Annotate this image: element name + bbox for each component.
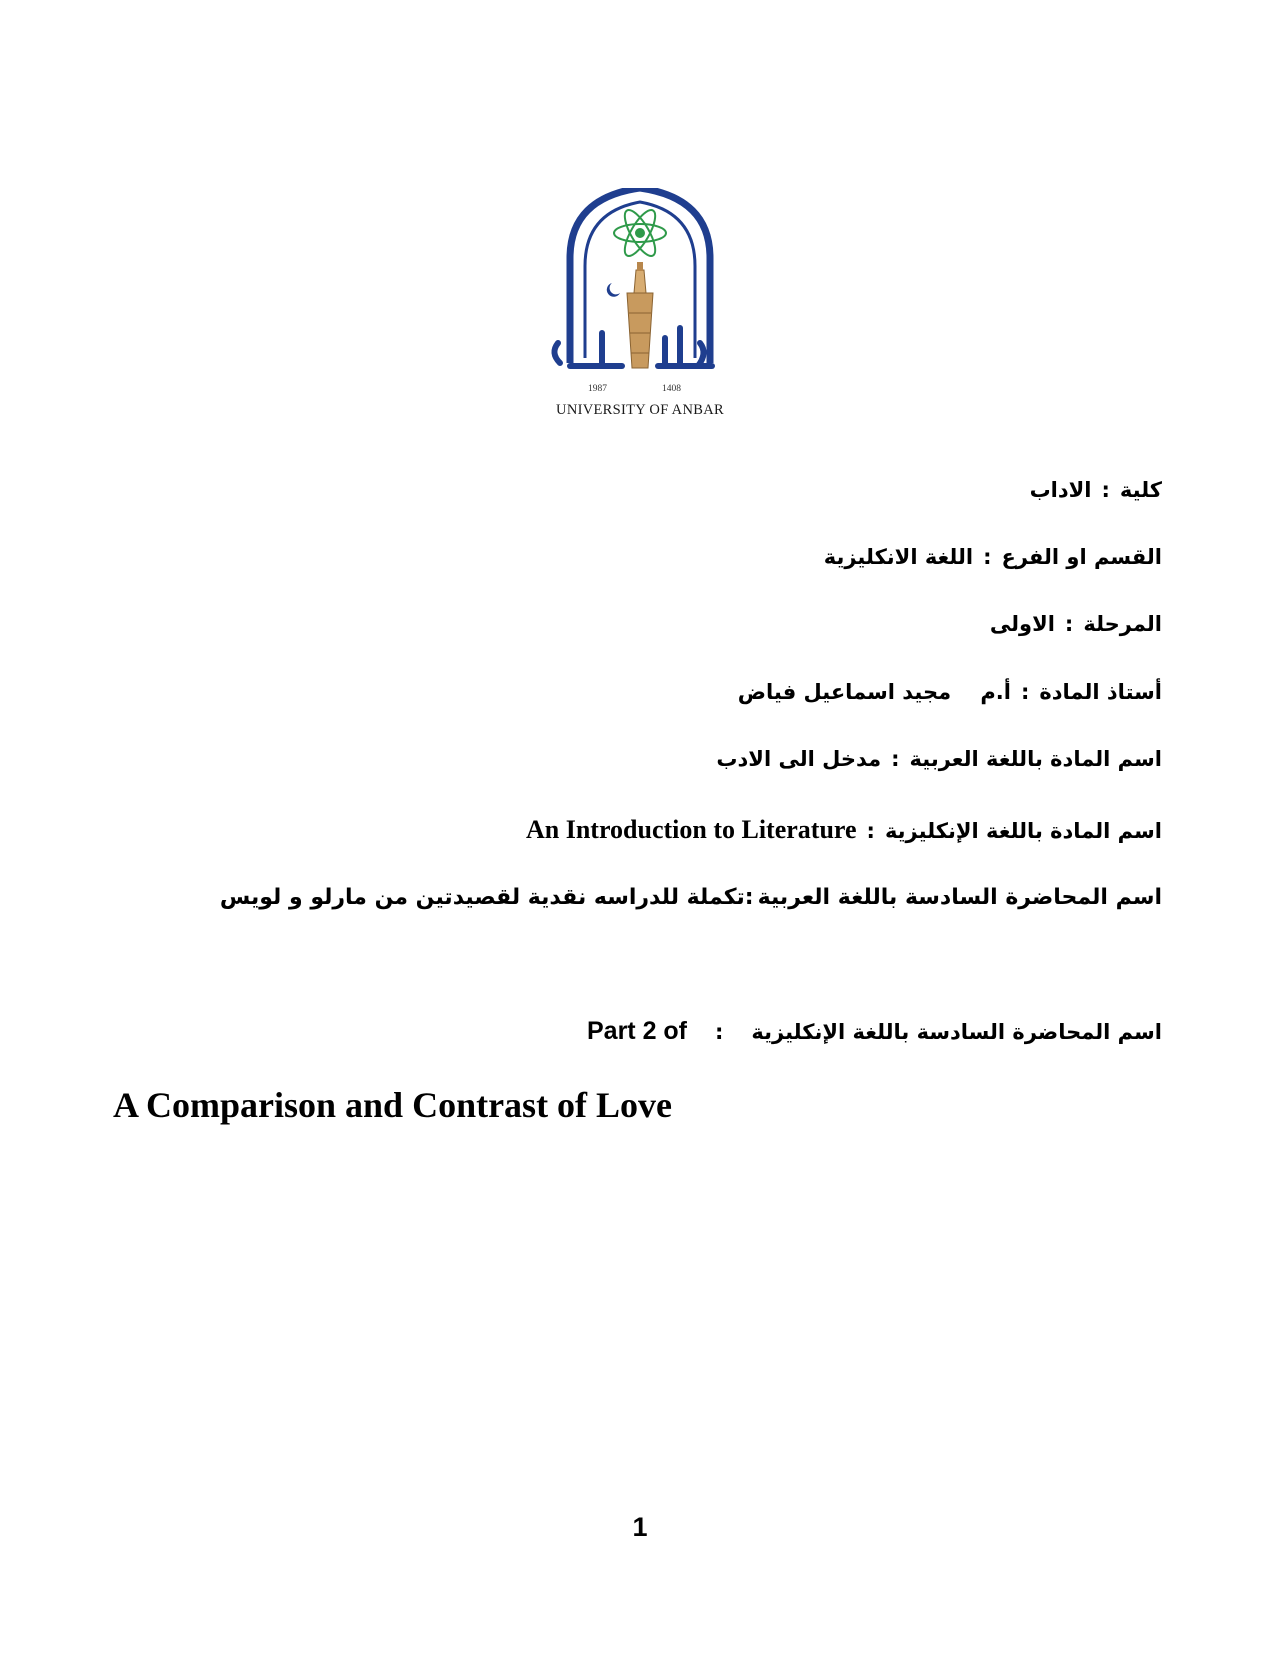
field-value: تكملة للدراسه نقدية لقصيدتين من مارلو و لويس: [219, 885, 745, 910]
logo-year-gregorian: 1987: [588, 384, 607, 394]
field-college: [1030, 478, 1162, 503]
university-logo: [540, 188, 740, 424]
field-value: الاولى: [989, 612, 1055, 636]
field-course-name-english: [526, 814, 1162, 845]
field-label: اسم المحاضرة السادسة باللغة العربية: [757, 885, 1162, 910]
field-value: اللغة الانكليزية: [823, 545, 974, 569]
field-department: [824, 545, 1162, 570]
field-label: اسم المادة باللغة الإنكليزية: [884, 819, 1162, 843]
field-lecture-name-arabic: [220, 885, 1162, 911]
field-value: مدخل الى الادب: [716, 747, 882, 771]
minaret-icon: [627, 262, 653, 368]
field-value: أ.م مجيد اسماعيل فياض: [737, 680, 1011, 704]
field-lecture-name-english: [587, 1016, 1162, 1046]
field-value: Part 2 of: [586, 1017, 688, 1045]
field-value: An Introduction to Literature: [525, 815, 857, 844]
field-label: القسم او الفرع: [1001, 545, 1162, 569]
field-value: الاداب: [1029, 478, 1092, 502]
field-separator: :: [891, 747, 900, 771]
field-label: اسم المادة باللغة العربية: [909, 747, 1162, 771]
field-separator: :: [744, 885, 754, 910]
field-instructor: [738, 680, 1162, 705]
field-separator: :: [715, 1020, 724, 1044]
field-label: أستاذ المادة: [1039, 680, 1162, 704]
field-separator: :: [983, 545, 992, 569]
lecture-title: A Comparison and Contrast of Love: [113, 1085, 673, 1125]
logo-caption: UNIVERSITY OF ANBAR: [556, 402, 724, 418]
field-course-name-arabic: [716, 747, 1162, 772]
logo-year-hijri: 1408: [662, 384, 681, 394]
field-stage: [990, 612, 1162, 637]
page-number: 1: [632, 1512, 648, 1542]
university-emblem-icon: [540, 188, 740, 398]
field-label: اسم المحاضرة السادسة باللغة الإنكليزية: [751, 1020, 1162, 1044]
field-separator: :: [1101, 478, 1110, 502]
field-label: المرحلة: [1083, 612, 1162, 636]
field-label: كلية: [1119, 478, 1162, 502]
field-separator: :: [1020, 680, 1030, 704]
field-separator: :: [866, 819, 875, 843]
field-separator: :: [1064, 612, 1074, 636]
